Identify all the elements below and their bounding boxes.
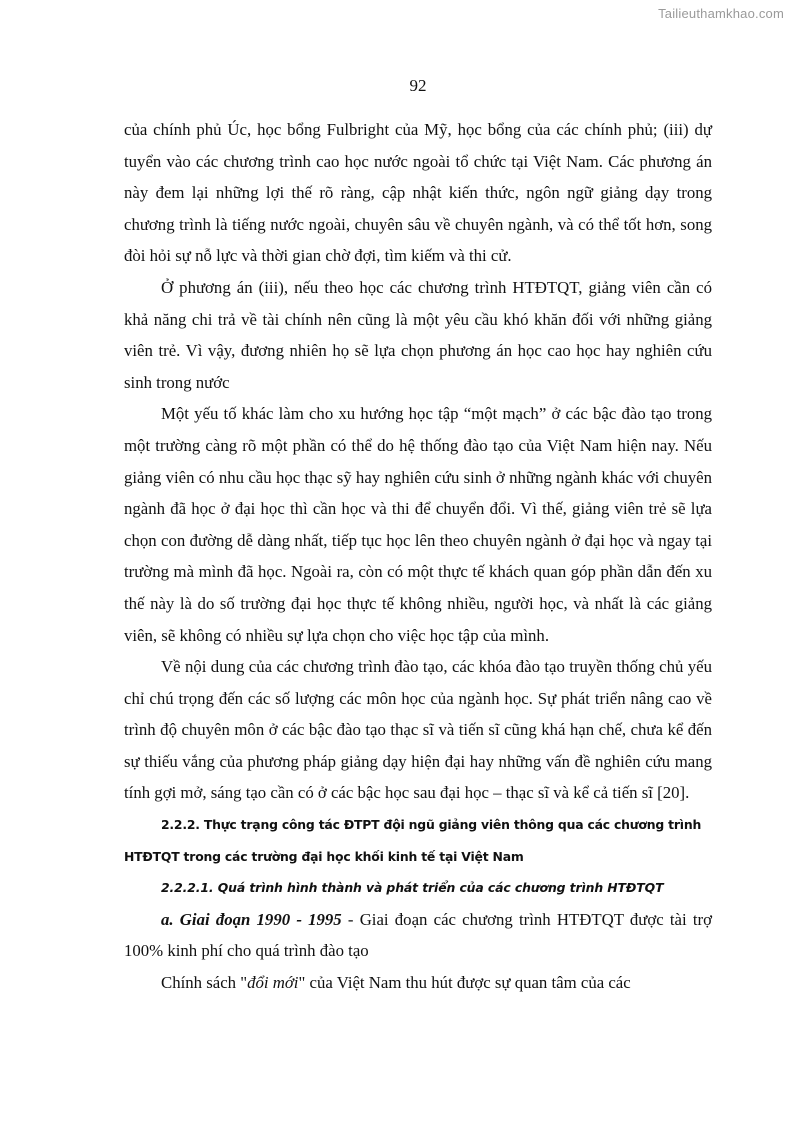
subsection-heading: 2.2.2.1. Quá trình hình thành và phát triển của các chương trình HTĐTQT — [161, 880, 664, 896]
stage-label: a. Giai đoạn 1990 - 1995 — [161, 909, 342, 929]
watermark: Tailieuthamkhao.com — [658, 6, 784, 21]
paragraph: của chính phủ Úc, học bổng Fulbright của Mỹ, học bổng của các chính phủ; (iii) dự tuyển vào các chương trình cao học nước ngoài tổ chức tại Việt Nam. Các phương án này đem lại những lợi thế rõ ràng, cập nhật kiến thức, ngôn ngữ giảng dạy trong chương trình là tiếng nước ngoài, chuyên sâu về chuyên ngành, và có thể tốt hơn, song đòi hỏi sự nỗ lực và thời gian chờ đợi, tìm kiếm và thi cử. — [124, 120, 712, 266]
paragraph: Ở phương án (iii), nếu theo học các chương trình HTĐTQT, giảng viên cần có khả năng chi trả về tài chính nên cũng là một yêu cầu khó khăn đối với những giảng viên trẻ. Vì vậy, đương nhiên họ sẽ lựa chọn phương án học cao học hay nghiên cứu sinh trong nước — [124, 277, 712, 392]
emphasis-text: đổi mới — [247, 973, 299, 993]
page-number: 92 — [409, 76, 427, 95]
paragraph: Một yếu tố khác làm cho xu hướng học tập “một mạch” ở các bậc đào tạo trong một trường càng rõ một phần có thể do hệ thống đào tạo của Việt Nam hiện nay. Nếu giảng viên có nhu cầu học thạc sỹ hay nghiên cứu sinh ở những ngành khác với chuyên ngành đã học ở đại học thì cần học và thi để chuyển đổi. Vì thế, giảng viên trẻ sẽ lựa chọn con đường dễ dàng nhất, tiếp tục học lên theo chuyên ngành ở đại học và ngay tại trường mà mình đã học. Ngoài ra, còn có một thực tế khách quan góp phần dẫn đến xu thế này là do số trường đại học thực tế không nhiều, người học, và nhất là các giảng viên, sẽ không có nhiều sự lựa chọn cho việc học tập của mình. — [124, 404, 712, 645]
stage-paragraph — [124, 904, 712, 967]
paragraph — [124, 967, 712, 999]
section-heading: 2.2.2. Thực trạng công tác ĐTPT đội ngũ giảng viên thông qua các chương trình HTĐTQT trong các trường đại học khối kinh tế tại Việt Nam — [124, 817, 702, 864]
stage-text: - Giai đoạn các chương trình HTĐTQT được tài trợ 100% kinh phí cho quá trình đào tạo — [124, 909, 712, 961]
text-after: " của Việt Nam thu hút được sự quan tâm của các — [298, 973, 631, 993]
text-before: Chính sách " — [161, 973, 248, 993]
document-body — [124, 114, 712, 999]
paragraph: Về nội dung của các chương trình đào tạo, các khóa đào tạo truyền thống chủ yếu chỉ chú trọng đến các số lượng các môn học của ngành học. Sự phát triển nâng cao về trình độ chuyên môn ở các bậc đào tạo thạc sĩ và tiến sĩ cũng khá hạn chế, chưa kể đến sự thiếu vắng của phương pháp giảng dạy hiện đại hay những vấn đề nghiên cứu mang tính gợi mở, sáng tạo cần có ở các bậc học sau đại học – thạc sĩ và kể cả tiến sĩ [20]. — [124, 657, 712, 803]
